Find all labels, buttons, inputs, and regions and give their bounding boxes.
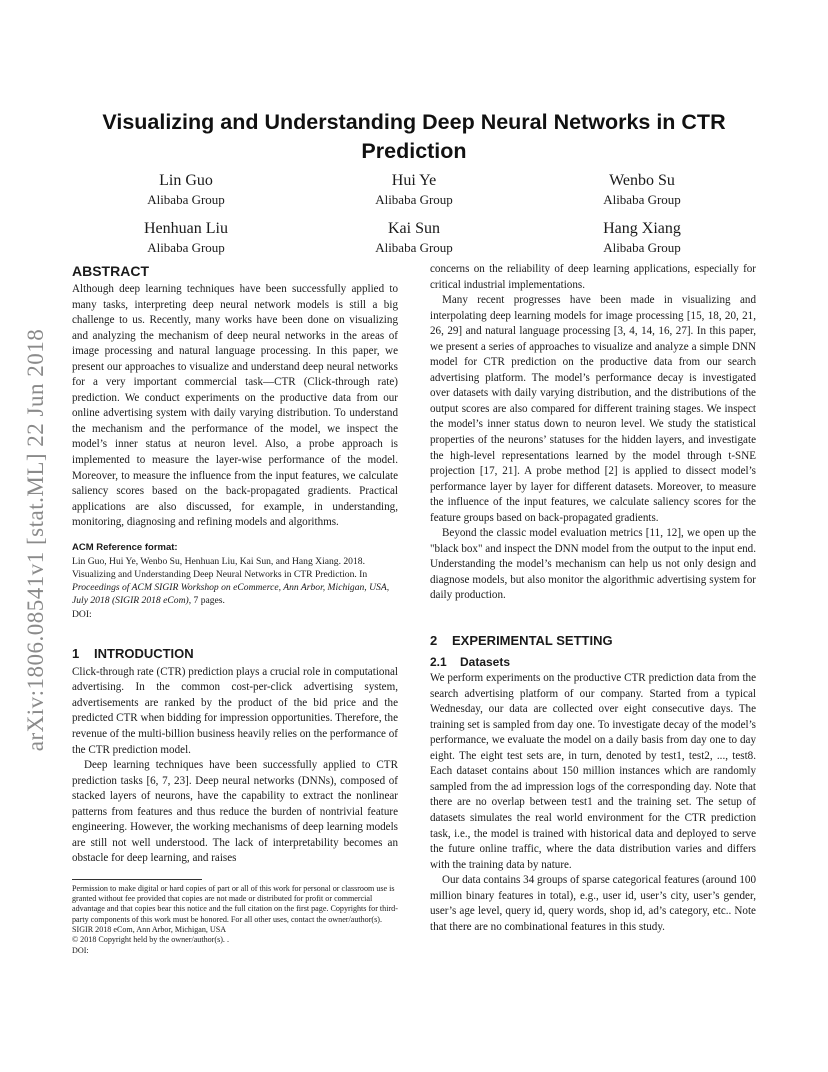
introduction-heading — [72, 645, 398, 663]
author-entry — [528, 220, 756, 256]
author-entry — [300, 220, 528, 256]
introduction-paragraph: Deep learning techniques have been successfully applied to CTR prediction tasks [6, 7, 23]. Deep neural networks (DNNs), composed of stacked layers of neurons, have the capability to extract the nonlinear patterns from features and thus reduce the burden of nontrivial feature engineering. However, the working mechanisms of deep learning models are still not well understood. The lack of interpretability becomes an obstacle for deep learning, and raises — [72, 759, 398, 865]
section-number: 2 — [430, 633, 438, 649]
author-affiliation: Alibaba Group — [375, 240, 453, 255]
abstract-text: Although deep learning techniques have been successfully applied to many tasks, interpreting deep neural network models is still a big challenge to us. Recently, many works have been done on visualizing and analyzing the mechanism of deep neural networks in the areas of image processing and natural language processing. In this paper, we present our approaches to visualize and understand deep neural networks for a very important commercial task—CTR (Click-through rate) prediction. We conduct experiments on the productive data from our online advertising system with daily varying distribution. To understand the mechanism and the performance of the model, we inspect the model’s inner status at neuron level. Also, a probe approach is implemented to measure the layer-wise performance of the model. Moreover, to measure the influence from the input features, we calculate saliency scores based on the back-propagated gradients. Practical applications are also discussed, for example, in understanding, monitoring, diagnosing and refining models and algorithms. — [72, 283, 398, 529]
author-entry — [72, 172, 300, 208]
paper-title: Visualizing and Understanding Deep Neural Networks in CTR Prediction — [102, 110, 726, 163]
author-affiliation: Alibaba Group — [147, 192, 225, 207]
author-entry — [528, 172, 756, 208]
subsection-title: Datasets — [460, 655, 511, 670]
footnote-doi: DOI: — [72, 945, 89, 955]
author-entry — [72, 220, 300, 256]
section-title: EXPERIMENTAL SETTING — [452, 633, 613, 649]
acm-reference-pages: , 7 pages. — [188, 595, 225, 607]
arxiv-identifier-stamp: arXiv:1806.08541v1 [stat.ML] 22 Jun 2018 — [23, 328, 48, 752]
introduction-paragraph: Click-through rate (CTR) prediction plays a crucial role in computational advertising. In the common cost-per-click advertising system, advertisements are ranked by the product of the bid price and the predicted CTR when bidding for impression opportunities. Therefore, the revenue of the multi-billion business heavily relies on the performance of the CTR prediction model. — [72, 665, 398, 756]
section-title: INTRODUCTION — [94, 645, 194, 661]
abstract-heading: ABSTRACT — [72, 263, 149, 279]
introduction-paragraph: Many recent progresses have been made in visualizing and interpolating deep learning models for image processing [15, 18, 20, 21, 26, 29] and natural language processing [3, 4, 14, 16, 27]. In this paper, we present a series of approaches to visualize and analyze a simple DNN model for CTR prediction on the productive data from our search advertising platform. The model’s performance decay is investigated over datasets with daily varying distribution, and the distributions of the output scores are also compared for different training stages. We inspect the model’s inner status down to neuron level. We study the statistical properties of the neurons’ statuses for the hidden layers, and investigate the high-level representations learned by the model through t-SNE projection [17, 21]. A probe method [2] is applied to dissect model’s performance layer by layer for different datasets. Moreover, to measure the influence of the input features, we calculate saliency scores for the feature groups based on back-propagated gradients. — [430, 294, 756, 524]
author-affiliation: Alibaba Group — [603, 192, 681, 207]
datasets-paragraph: Our data contains 34 groups of sparse categorical features (around 100 million binary features in total), e.g., user id, user’s city, user’s gender, user’s age level, query id, query words, shop id, ad’s category, etc.. Note that there are no combinational features in this study. — [430, 874, 756, 933]
author-name: Lin Guo — [159, 172, 213, 189]
acm-reference-doi: DOI: — [72, 608, 92, 620]
right-column — [430, 262, 756, 935]
left-column — [72, 262, 398, 956]
acm-reference-label: ACM Reference format: — [72, 541, 178, 553]
introduction-paragraph: concerns on the reliability of deep learning applications, especially for critical industrial implementations. — [430, 263, 756, 291]
introduction-paragraph: Beyond the classic model evaluation metrics [11, 12], we open up the "black box" and inspect the DNN model from the output to the input end. Understanding the model’s mechanism can help us not only design and diagnose models, but also monitor the algorithmic advertising system for daily production. — [430, 527, 756, 602]
copyright-notice: © 2018 Copyright held by the owner/author(s). . — [72, 935, 229, 945]
section-number: 1 — [72, 645, 80, 661]
author-name: Henhuan Liu — [144, 220, 228, 237]
author-name: Hang Xiang — [603, 220, 681, 237]
venue-notice: SIGIR 2018 eCom, Ann Arbor, Michigan, USA — [72, 925, 227, 935]
acm-reference-citation: Lin Guo, Hui Ye, Wenbo Su, Henhuan Liu, Kai Sun, and Hang Xiang. 2018. Visualizing and Understanding Deep Neural Networks in CTR Prediction. In — [72, 555, 368, 580]
author-block — [72, 172, 756, 256]
author-name: Hui Ye — [391, 172, 437, 189]
experimental-heading — [430, 632, 756, 650]
subsection-number: 2.1 — [430, 655, 447, 670]
datasets-subheading — [430, 654, 756, 671]
acm-reference-text — [72, 555, 398, 608]
datasets-paragraph: We perform experiments on the productive CTR prediction data from the search advertising platform of our company. Started from a typical Wednesday, our data are collected over eight consecutive days. The training set is sampled from day one. To investigate decay of the model’s performance, we evaluate the model on a daily basis from day one to day eight. The eight test sets are, in turn, denoted by test1, test2, ..., test8. Each dataset contains about 150 million instances which are randomly sampled from the ad impression logs of the corresponding day. Note that there are no overlap between test1 and the training set. The setup of datasets simulates the real world environment for the CTR prediction task, i.e., the model is trained with historical data and deployed to serve the future online traffic, where the data distribution varies and differs with the training data by nature. — [430, 672, 756, 871]
permission-notice: Permission to make digital or hard copies of part or all of this work for personal or classroom use is granted without fee provided that copies are not made or distributed for profit or commercial advantage and that copies bear this notice and the full citation on the first page. Copyrights for third-party components of this work must be honored. For all other uses, contact the owner/author(s). — [72, 883, 398, 924]
author-name: Wenbo Su — [609, 172, 675, 189]
author-affiliation: Alibaba Group — [147, 240, 225, 255]
acm-reference-venue: Proceedings of ACM SIGIR Workshop on eCommerce, Ann Arbor, Michigan, USA, July 2018 (SIGIR 2018 eCom) — [72, 582, 390, 607]
author-affiliation: Alibaba Group — [375, 192, 453, 207]
author-entry — [300, 172, 528, 208]
author-affiliation: Alibaba Group — [603, 240, 681, 255]
author-name: Kai Sun — [388, 220, 440, 237]
